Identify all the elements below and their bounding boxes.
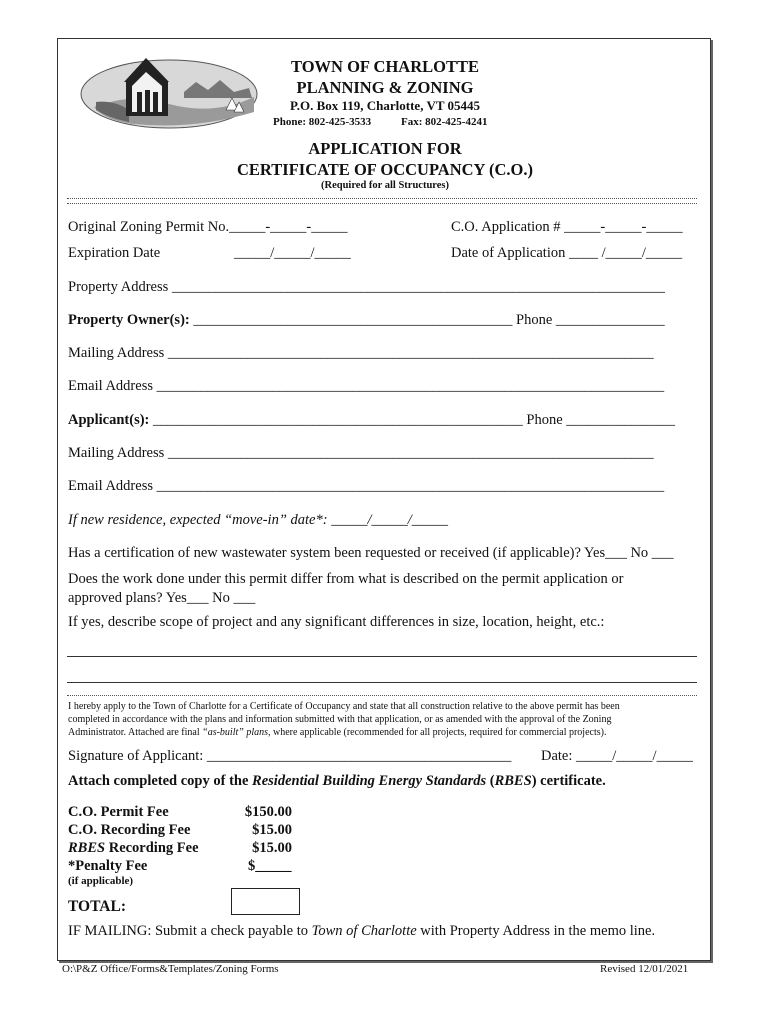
header-divider — [67, 198, 697, 204]
rbes-recording-fee-value: $15.00 — [252, 840, 292, 856]
certification-line-1: I hereby apply to the Town of Charlotte for a Certificate of Occupancy and state that all construction relative to the above permit has been — [68, 701, 620, 712]
work-differ-answer[interactable]: approved plans? Yes___ No ___ — [68, 590, 256, 606]
penalty-fee-note: (if applicable) — [68, 875, 134, 887]
form-title-line2: CERTIFICATE OF OCCUPANCY (C.O.) — [237, 160, 533, 179]
office-address: P.O. Box 119, Charlotte, VT 05445 — [289, 98, 481, 113]
office-phone: Phone: 802-425-3533 — [273, 116, 372, 128]
expiration-date-field[interactable]: _____/_____/_____ — [234, 245, 351, 261]
property-owner-field[interactable]: ____________________________________________ Phone _______________ — [189, 312, 665, 328]
certification-line-3: Administrator. Attached are final “as-built” plans, where applicable (recommended for all projects, required for commercial projects). — [68, 727, 607, 738]
office-fax: Fax: 802-425-4241 — [401, 116, 488, 128]
total-amount-box[interactable] — [231, 888, 300, 915]
co-permit-fee-label: C.O. Permit Fee — [68, 804, 169, 820]
property-owner-label: Property Owner(s): — [68, 312, 190, 328]
move-in-date-field[interactable]: If new residence, expected “move-in” date*: _____/_____/_____ — [68, 512, 448, 528]
fees-values — [240, 803, 292, 857]
attach-rbes-instruction: Attach completed copy of the Residential Building Energy Standards (RBES) certificate. — [68, 773, 606, 789]
penalty-fee-label: *Penalty Fee — [68, 858, 148, 874]
applicant-email-address-field[interactable]: Email Address ______________________________________________________________________ — [68, 478, 665, 494]
work-differ-question: Does the work done under this permit differ from what is described on the permit application or — [68, 571, 624, 587]
applicant-field[interactable]: ___________________________________________________ Phone _______________ — [149, 412, 675, 428]
co-recording-fee-value: $15.00 — [252, 822, 292, 838]
as-built-plans-text: “as-built” plans, — [202, 727, 271, 738]
property-address-field[interactable]: Property Address ____________________________________________________________________ — [68, 279, 665, 295]
scope-description-prompt: If yes, describe scope of project and any significant differences in size, location, height, etc.: — [68, 614, 605, 630]
co-application-number-field[interactable]: C.O. Application # _____-_____-_____ — [451, 219, 683, 235]
form-title-line1: APPLICATION FOR — [308, 139, 462, 158]
mailing-instruction: IF MAILING: Submit a check payable to Town of Charlotte with Property Address in the memo line. — [68, 923, 656, 939]
penalty-fee-value[interactable]: $_____ — [248, 858, 292, 874]
co-permit-fee-value: $150.00 — [244, 804, 292, 820]
applicant-label: Applicant(s): — [68, 412, 150, 428]
form-subtitle: (Required for all Structures) — [320, 180, 450, 191]
co-recording-fee-label: C.O. Recording Fee — [68, 822, 191, 838]
town-name: TOWN OF CHARLOTTE — [291, 57, 479, 76]
wastewater-question[interactable]: Has a certification of new wastewater system been requested or received (if applicable)? Yes___ No ___ — [68, 545, 674, 561]
fees-labels — [68, 803, 199, 875]
original-permit-field[interactable]: Original Zoning Permit No._____-_____-_____ — [68, 219, 348, 235]
rbes-recording-fee-label: RBES Recording Fee — [68, 840, 199, 856]
scope-description-line-2[interactable] — [67, 682, 697, 683]
applicant-mailing-address-field[interactable]: Mailing Address ___________________________________________________________________ — [68, 445, 654, 461]
owner-email-address-field[interactable]: Email Address ______________________________________________________________________ — [68, 378, 665, 394]
date-of-application-field[interactable]: Date of Application ____ /_____/_____ — [451, 245, 683, 261]
certification-line-2: completed in accordance with the plans and information submitted with that application, or as amended with the approval of the Zoning — [68, 714, 612, 725]
owner-mailing-address-field[interactable]: Mailing Address ___________________________________________________________________ — [68, 345, 654, 361]
expiration-date-label: Expiration Date — [68, 245, 161, 261]
footer-revised-date: Revised 12/01/2021 — [600, 963, 689, 975]
department-name: PLANNING & ZONING — [296, 78, 474, 97]
footer-file-path: O:\P&Z Office/Forms&Templates/Zoning Forms — [62, 963, 279, 975]
total-label: TOTAL: — [68, 898, 126, 915]
signature-field[interactable]: Signature of Applicant: __________________________________________ — [68, 748, 512, 764]
section-divider — [67, 695, 697, 696]
scope-description-line-1[interactable] — [67, 656, 697, 657]
signature-date-field[interactable]: Date: _____/_____/_____ — [541, 748, 693, 764]
